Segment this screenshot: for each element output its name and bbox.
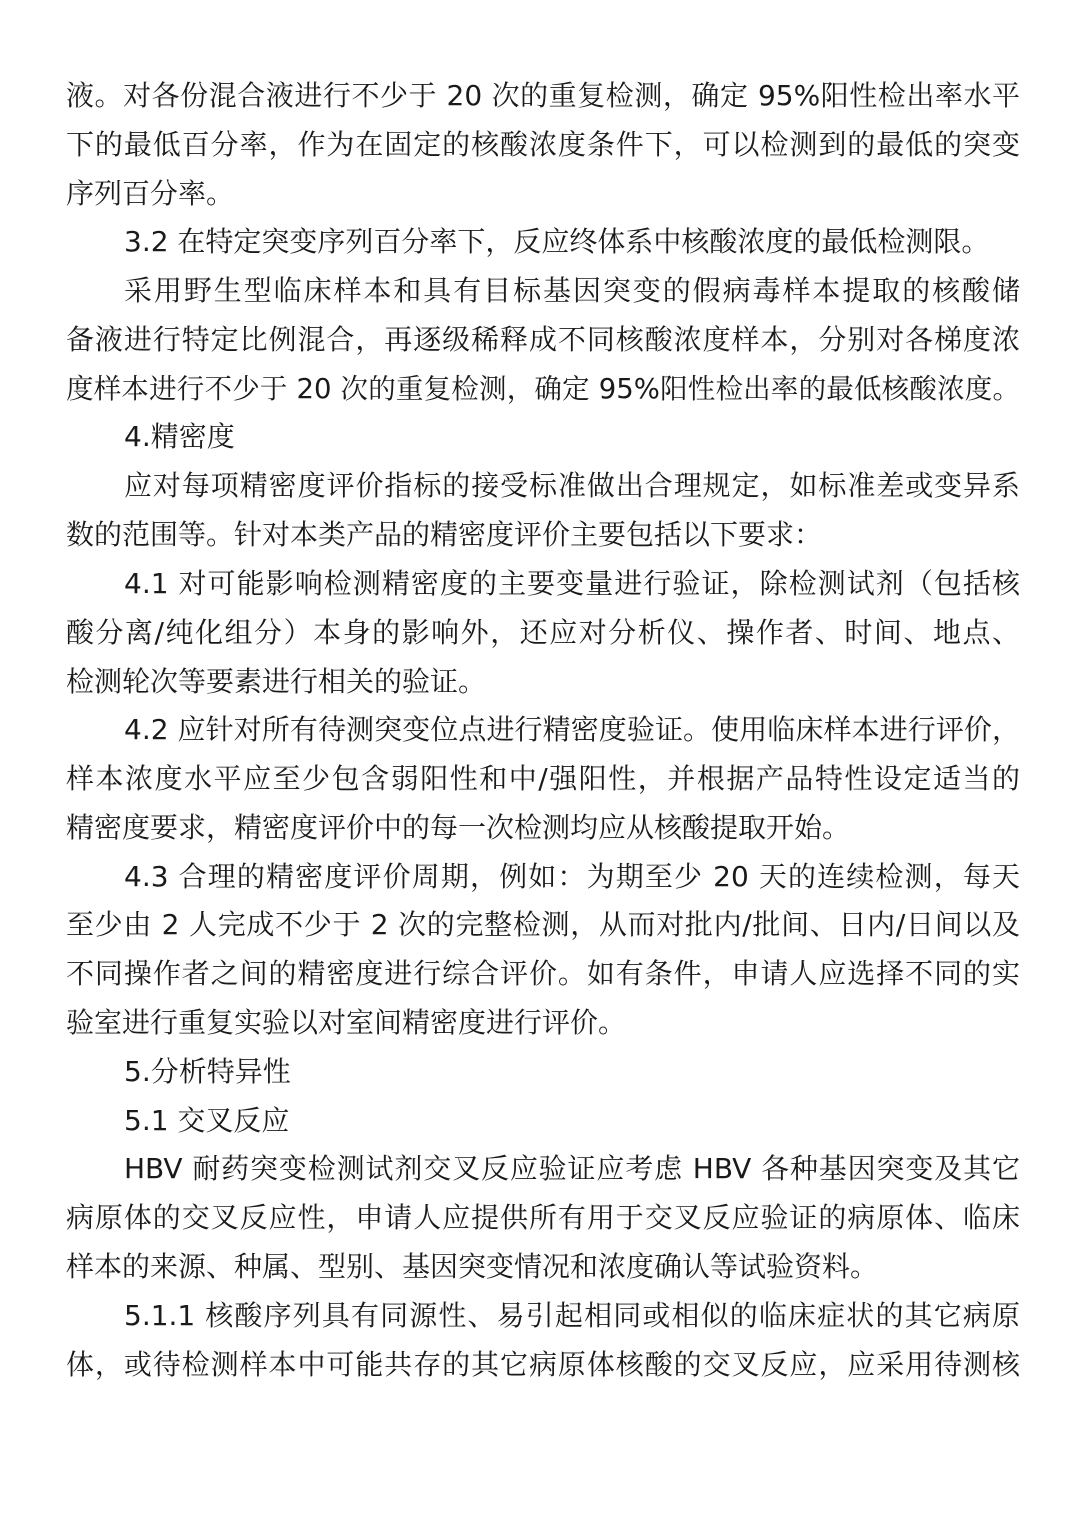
text-line: 度样本进行不少于 20 次的重复检测，确定 95%阳性检出率的最低核酸浓度。	[66, 373, 1020, 405]
text-line: 样本浓度水平应至少包含弱阳性和中/强阳性，并根据产品特性设定适当的	[66, 762, 1020, 795]
text-line: 不同操作者之间的精密度进行综合评价。如有条件，申请人应选择不同的实	[66, 957, 1020, 990]
text-line: 采用野生型临床样本和具有目标基因突变的假病毒样本提取的核酸储	[124, 274, 1020, 307]
text-line: 病原体的交叉反应性，申请人应提供所有用于交叉反应验证的病原体、临床	[66, 1201, 1020, 1234]
text-line: 4.2 应针对所有待测突变位点进行精密度验证。使用临床样本进行评价，	[124, 713, 1020, 746]
text-line: 数的范围等。针对本类产品的精密度评价主要包括以下要求：	[66, 518, 823, 551]
text-line: 酸分离/纯化组分）本身的影响外，还应对分析仪、操作者、时间、地点、	[66, 616, 1020, 649]
text-line: 备液进行特定比例混合，再逐级稀释成不同核酸浓度样本，分别对各梯度浓	[66, 323, 1020, 356]
text-line: 至少由 2 人完成不少于 2 次的完整检测，从而对批内/批间、日内/日间以及	[66, 908, 1020, 941]
text-line: 体，或待检测样本中可能共存的其它病原体核酸的交叉反应，应采用待测核	[66, 1348, 1020, 1381]
text-line: HBV 耐药突变检测试剂交叉反应验证应考虑 HBV 各种基因突变及其它	[124, 1152, 1020, 1185]
text-line: 精密度要求，精密度评价中的每一次检测均应从核酸提取开始。	[66, 811, 851, 844]
text-line: 样本的来源、种属、型别、基因突变情况和浓度确认等试验资料。	[66, 1250, 879, 1283]
text-line: 4.1 对可能影响检测精密度的主要变量进行验证，除检测试剂（包括核	[124, 567, 1020, 600]
text-line: 检测轮次等要素进行相关的验证。	[66, 665, 487, 698]
text-line: 下的最低百分率，作为在固定的核酸浓度条件下，可以检测到的最低的突变	[66, 128, 1020, 161]
section-heading-5: 5.分析特异性	[124, 1055, 291, 1088]
text-line: 验室进行重复实验以对室间精密度进行评价。	[66, 1006, 627, 1039]
section-heading-4: 4.精密度	[124, 420, 235, 453]
section-heading-3-2: 3.2 在特定突变序列百分率下，反应终体系中核酸浓度的最低检测限。	[124, 225, 990, 258]
section-heading-5-1: 5.1 交叉反应	[124, 1104, 290, 1137]
text-line: 液。对各份混合液进行不少于 20 次的重复检测，确定 95%阳性检出率水平	[66, 79, 1020, 112]
text-line: 4.3 合理的精密度评价周期，例如：为期至少 20 天的连续检测，每天	[124, 860, 1020, 893]
text-line: 5.1.1 核酸序列具有同源性、易引起相同或相似的临床症状的其它病原	[124, 1299, 1020, 1332]
text-line: 应对每项精密度评价指标的接受标准做出合理规定，如标准差或变异系	[124, 469, 1020, 502]
text-line: 序列百分率。	[66, 177, 235, 210]
